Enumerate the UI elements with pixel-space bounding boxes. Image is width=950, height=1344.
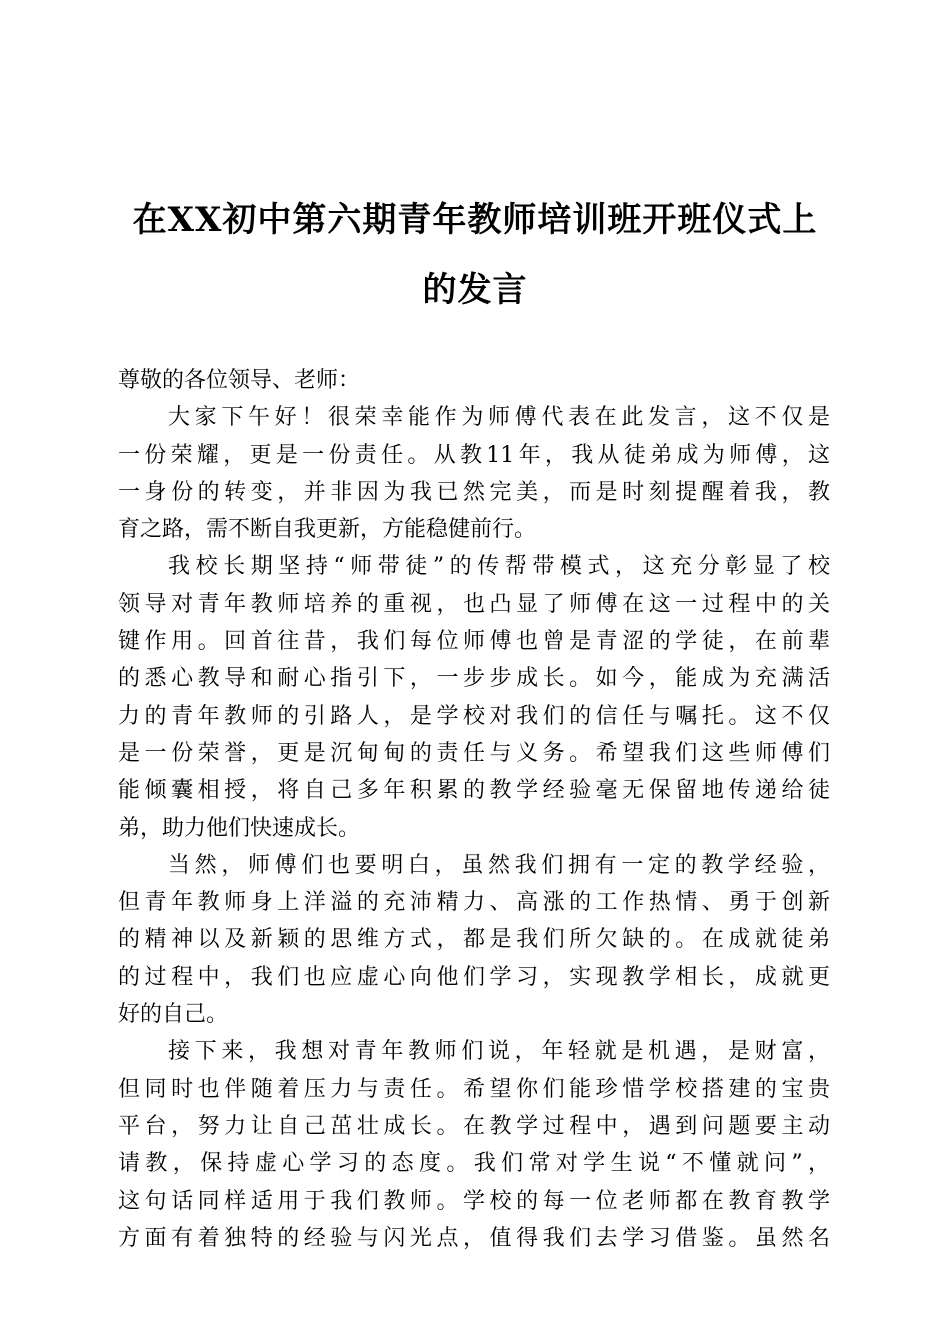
paragraph-4-line: 方面有着独特的经验与闪光点，值得我们去学习借鉴。虽然名 xyxy=(118,1225,830,1251)
paragraph-3-line: 的过程中，我们也应虚心向他们学习，实现教学相长，成就更 xyxy=(118,964,830,990)
paragraph-2-line: 是一份荣誉，更是沉甸甸的责任与义务。希望我们这些师傅们 xyxy=(118,740,830,766)
paragraph-4-line: 但同时也伴随着压力与责任。希望你们能珍惜学校搭建的宝贵 xyxy=(118,1076,830,1102)
paragraph-2-line: 力的青年教师的引路人，是学校对我们的信任与嘱托。这不仅 xyxy=(118,703,830,729)
paragraph-1-line: 一份荣耀，更是一份责任。从教11年，我从徒弟成为师傅，这 xyxy=(118,442,830,468)
paragraph-4-line: 平台，努力让自己茁壮成长。在教学过程中，遇到问题要主动 xyxy=(118,1113,830,1139)
paragraph-3-line: 的精神以及新颖的思维方式，都是我们所欠缺的。在成就徒弟 xyxy=(118,927,830,953)
document-title-line-1: 在XX初中第六期青年教师培训班开班仪式上 xyxy=(132,200,818,240)
paragraph-2-line: 弟，助力他们快速成长。 xyxy=(118,815,361,841)
paragraph-1-line: 育之路，需不断自我更新，方能稳健前行。 xyxy=(118,517,537,543)
paragraph-4-line: 接下来，我想对青年教师们说，年轻就是机遇，是财富， xyxy=(168,1039,830,1065)
paragraph-4-line: 这句话同样适用于我们教师。学校的每一位老师都在教育教学 xyxy=(118,1188,830,1214)
document-body xyxy=(118,362,830,1257)
document-title-line-2: 的发言 xyxy=(422,270,528,310)
paragraph-2-line: 领导对青年教师培养的重视，也凸显了师傅在这一过程中的关 xyxy=(118,591,830,617)
paragraph-1-line: 一身份的转变，并非因为我已然完美，而是时刻提醒着我，教 xyxy=(118,479,830,505)
paragraph-2-line: 键作用。回首往昔，我们每位师傅也曾是青涩的学徒，在前辈 xyxy=(118,629,830,655)
paragraph-2-line: 能倾囊相授，将自己多年积累的教学经验毫无保留地传递给徒 xyxy=(118,778,830,804)
paragraph-2-line: 的悉心教导和耐心指引下，一步步成长。如今，能成为充满活 xyxy=(118,666,830,692)
paragraph-3-line: 当然，师傅们也要明白，虽然我们拥有一定的教学经验， xyxy=(168,852,830,878)
paragraph-3-line: 好的自己。 xyxy=(118,1002,229,1028)
paragraph-4-line: 请教，保持虚心学习的态度。我们常对学生说“不懂就问”， xyxy=(118,1151,830,1177)
paragraph-1-line: 大家下午好！很荣幸能作为师傅代表在此发言，这不仅是 xyxy=(168,405,830,431)
salutation: 尊敬的各位领导、老师： xyxy=(118,368,361,393)
paragraph-2-line: 我校长期坚持“师带徒”的传帮带模式，这充分彰显了校 xyxy=(168,554,830,580)
paragraph-3-line: 但青年教师身上洋溢的充沛精力、高涨的工作热情、勇于创新 xyxy=(118,890,830,916)
